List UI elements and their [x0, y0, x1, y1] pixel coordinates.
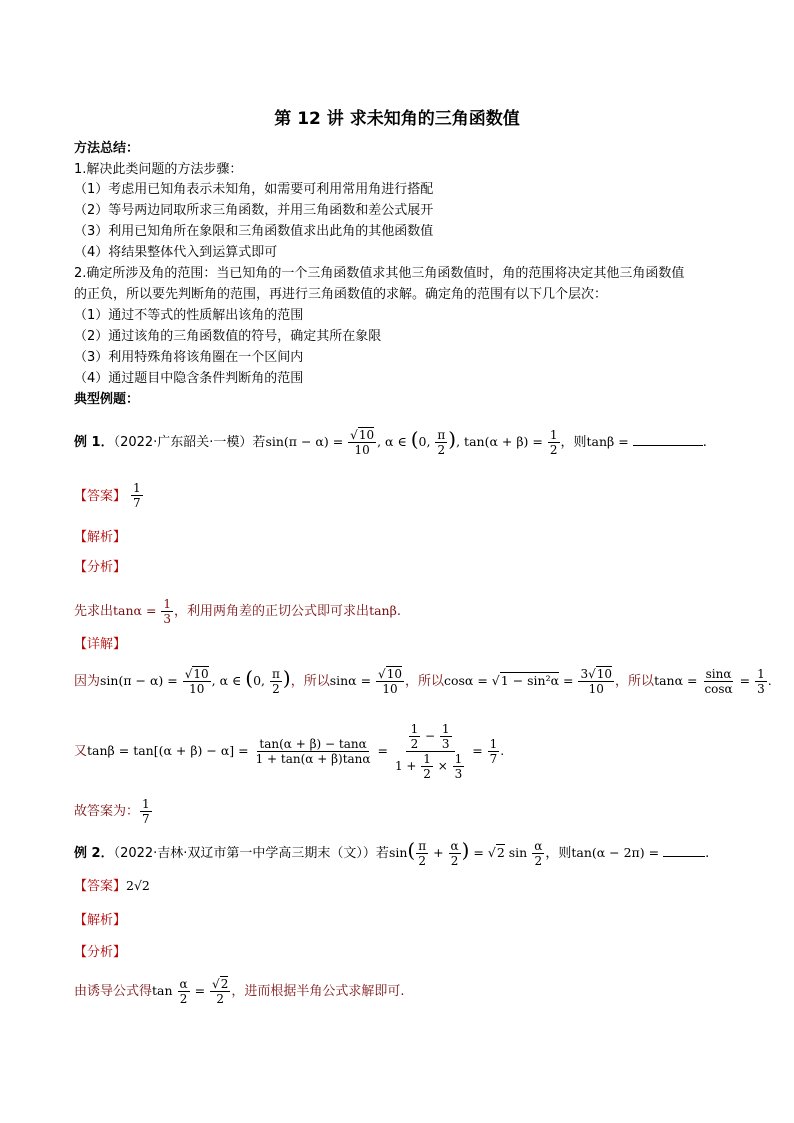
math-expression: tan $\frac{\alpha}{2}$ = $\frac{√2}{2}$ — [152, 977, 229, 1006]
example-label: 例 2． — [74, 846, 114, 861]
method-point-1: 1.解决此类问题的方法步骤： — [74, 162, 243, 177]
answer-tag: 【答案】 — [74, 489, 127, 504]
detail-line-2 — [74, 722, 504, 781]
period: . — [702, 435, 707, 450]
fenxi-text — [74, 977, 404, 1006]
page-title: 第 12 讲 求未知角的三角函数值 — [274, 109, 520, 129]
method-step: （2）通过该角的三角函数值的符号，确定其所在象限 — [74, 329, 382, 344]
detail-line-1: 因为sin(π − α) = $\frac{√10}{10}$ , α ∈ (0, $\frac{\pi}{2}$ )，所以sinα = $\frac{√10}{10}$ ，所以cosα = √1 − sin²α = $\frac{3√10}{10}$ ，所以tanα = $\frac{\sin\alpha}{\cos\alpha}$ = $\frac{1}{3}$ . — [74, 666, 772, 696]
method-step: （3）利用已知角所在象限和三角函数值求出此角的其他函数值 — [74, 224, 434, 239]
text-span: . — [396, 604, 401, 619]
math-expression: tanβ — [586, 434, 615, 449]
analysis-tag: 【解析】 — [74, 913, 127, 928]
example-ask: ，则 — [545, 846, 572, 861]
math-expression: tanβ = tan[(α + β) − α] = $\frac{\tan(\alpha + \beta) - \tan\alpha}{1 + \tan(\alpha + \beta)\tan\alpha}$ = $\frac{1}{2}$ − $\frac{1}{3}$ 1 + $\frac{1}{2}$ × $\frac{1}{3}$ = $\frac{1}{7}$ . — [87, 722, 505, 781]
math-expression: sin(π − α) = $\frac{√10}{10}$ , α ∈ (0, $\frac{\pi}{2}$ ) — [100, 666, 291, 696]
example-label: 例 1． — [74, 435, 114, 450]
text-span: ，所以 — [615, 674, 655, 689]
answer-blank — [633, 445, 703, 446]
answer-value: 2√2 — [126, 878, 150, 893]
text-span: 因为 — [74, 674, 101, 689]
text-span: 故答案为： — [74, 804, 140, 819]
method-step: （3）利用特殊角将该角圈在一个区间内 — [74, 350, 304, 365]
method-step: （4）将结果整体代入到运算式即可 — [74, 245, 278, 260]
text-span: ，所以 — [290, 674, 330, 689]
method-step: （2）等号两边同取所求三角函数，并用三角函数和差公式展开 — [74, 203, 434, 218]
method-step: （4）通过题目中隐含条件判断角的范围 — [74, 371, 304, 386]
analysis-tag: 【解析】 — [74, 530, 127, 545]
math-expression: sin( $\frac{\pi}{2}$ + $\frac{\alpha}{2}$ ) = √2 sin $\frac{\alpha}{2}$ — [388, 838, 543, 868]
fenxi-tag: 【分析】 — [74, 945, 127, 960]
detail-tag: 【详解】 — [74, 637, 127, 652]
method-step: （1）通过不等式的性质解出该角的范围 — [74, 308, 304, 323]
example-1-question: 例 1．（2022·广东韶关·一模）若sin(π − α) = $\frac{√10}{10}$ , α ∈ (0, $\frac{\pi}{2}$ ), tan(α + β) = $\frac{1}{2}$ ，则tanβ = . — [74, 427, 707, 457]
math-expression: sin(π − α) = $\frac{√10}{10}$ , α ∈ (0, $\frac{\pi}{2}$ ), tan(α + β) = $\frac{1}{2}$ — [265, 427, 558, 457]
method-step: （1）考虑用已知角表示未知角，如需要可利用常用角进行搭配 — [74, 182, 434, 197]
fenxi-text — [74, 597, 401, 626]
period: . — [705, 846, 710, 861]
math-expression: tan(α − 2π) = — [571, 845, 664, 860]
text-span: 先求出 — [74, 604, 114, 619]
final-answer — [74, 797, 153, 826]
math-expression: tanβ — [369, 603, 397, 618]
method-point-2-cont: 的正负，所以要先判断角的范围，再进行三角函数值的求解。确定角的范围有以下几个层次： — [74, 287, 608, 302]
method-heading: 方法总结： — [74, 141, 140, 156]
text-span: ，所以 — [404, 674, 444, 689]
answer-tag — [74, 877, 150, 896]
example-source: （2022·吉林·双辽市第一中学高三期末（文））若 — [113, 846, 389, 861]
text-span: 【答案】 — [74, 879, 127, 894]
math-expression: cosα = √1 − sin²α = $\frac{3√10}{10}$ — [443, 667, 613, 696]
answer-blank — [663, 856, 705, 857]
fenxi-tag: 【分析】 — [74, 560, 127, 575]
example-ask: ，则 — [560, 435, 587, 450]
math-expression: sinα = $\frac{√10}{10}$ — [329, 667, 402, 696]
example-2-question — [74, 839, 709, 868]
examples-heading: 典型例题： — [74, 392, 140, 407]
method-point-2: 2.确定所涉及角的范围：当已知角的一个三角函数值求其他三角函数值时，角的范围将决定其他三角函数值 — [74, 266, 685, 281]
text-span: 由诱导公式得 — [74, 984, 153, 999]
math-expression: tanα = $\frac{\sin\alpha}{\cos\alpha}$ = $\frac{1}{3}$ — [654, 667, 765, 696]
text-span: ，进而根据半角公式求解即可. — [231, 984, 405, 999]
example-source: （2022·广东韶关·一模）若 — [113, 435, 266, 450]
text-span: 又 — [74, 744, 88, 759]
answer-value: $\frac{1}{7}$ — [133, 481, 141, 510]
math-expression: $\frac{1}{7}$ — [142, 797, 150, 826]
text-span: ，利用两角差的正切公式即可求出 — [174, 604, 370, 619]
math-expression: tanα = $\frac{1}{3}$ — [113, 597, 172, 626]
